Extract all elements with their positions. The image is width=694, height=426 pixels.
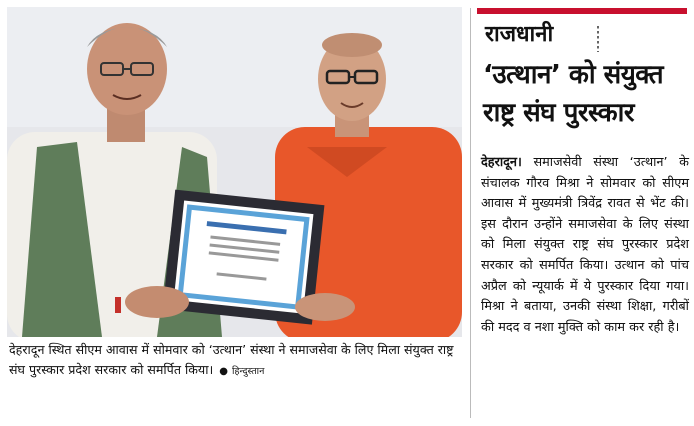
article-body [481, 153, 689, 338]
photo-credit: हिन्दुस्तान [232, 366, 265, 377]
hand-right [295, 293, 355, 321]
article-column [477, 8, 687, 418]
wrist-thread [115, 297, 121, 313]
caption-text: देहरादून स्थित सीएम आवास में सोमवार को ‘उत्थान’ संस्था ने समाजसेवा के लिए मिला संयुक्त राष्ट्र संघ पुरस्कार प्रदेश सरकार को समर्पित किया। [9, 342, 454, 377]
column-divider [470, 8, 471, 418]
photo-caption [9, 340, 459, 382]
credit-marker: ● [219, 366, 229, 377]
photo-illustration [7, 7, 462, 337]
article-headline: ‘उत्थान’ को संयुक्त राष्ट्र संघ पुरस्कार [483, 60, 664, 128]
news-photo [7, 7, 462, 337]
article-dateline: देहरादून। [481, 155, 522, 170]
section-header [477, 16, 687, 52]
section-accent-bar [477, 8, 687, 14]
article-body-text: समाजसेवी संस्था ‘उत्थान’ के संचालक गौरव मिश्रा ने सोमवार को सीएम आवास में मुख्यमंत्री त्रिवेंद्र रावत से भेंट की। इस दौरान उन्होंने समाजसेवा के लिए संस्था को मिला संयुक्त राष्ट्र संघ पुरस्कार प्रदेश सरकार को समर्पित किया। उत्थान को पांच अप्रैल को न्यूयार्क में ये पुरस्कार दिया गया। मिश्रा ने बताया, उनकी संस्था शिक्षा, गरीबों की मदद व नशा मुक्ति को काम कर रही है। [481, 155, 689, 335]
hand-left [125, 286, 189, 318]
section-label: राजधानी [485, 22, 554, 47]
section-divider-dots [597, 26, 599, 52]
